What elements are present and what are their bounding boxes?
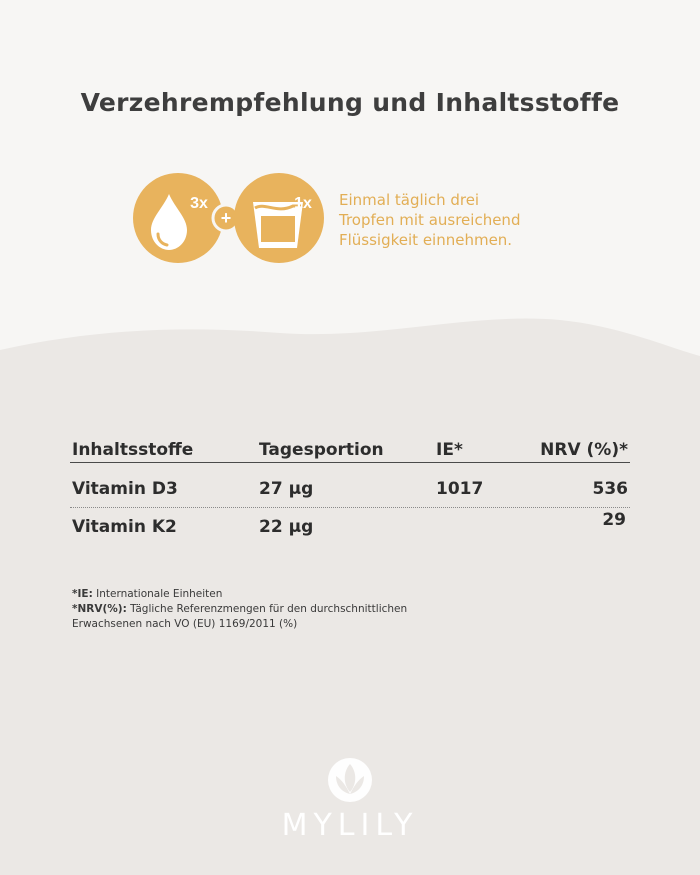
footnote-nrv-text: Tägliche Referenzmengen für den durchschnittlichen: [126, 603, 408, 615]
brand-name: MYLILY: [281, 808, 419, 843]
row-k2-dose: 22 µg: [259, 517, 314, 537]
header-daily-portion: Tagesportion: [259, 440, 384, 460]
footnote-ie-text: Internationale Einheiten: [92, 588, 223, 600]
header-divider: [70, 462, 630, 463]
header-ingredients: Inhaltsstoffe: [72, 440, 194, 460]
row-d3-nrv: 536: [592, 479, 628, 499]
plus-sign: +: [220, 208, 232, 228]
header-nrv: NRV (%)*: [540, 440, 628, 460]
drops-badge: 3x: [190, 195, 208, 212]
row-divider: [70, 507, 630, 508]
footnote-nrv-cont: Erwachsenen nach VO (EU) 1169/2011 (%): [72, 618, 298, 630]
footnote-ie: [72, 587, 472, 602]
row-k2-name: Vitamin K2: [72, 517, 177, 537]
usage-line-1: Einmal täglich drei: [339, 191, 480, 209]
row-d3-ie: 1017: [436, 479, 484, 499]
usage-line-2: Tropfen mit ausreichend: [339, 211, 521, 229]
row-d3-dose: 27 µg: [259, 479, 314, 499]
glass-badge: 1x: [294, 195, 312, 212]
footnote-nrv-label: *NRV(%):: [72, 603, 127, 615]
usage-icons: [133, 172, 333, 264]
usage-line-3: Flüssigkeit einnehmen.: [339, 231, 513, 249]
footnote-ie-label: *IE:: [72, 588, 93, 600]
footnote-nrv: [72, 602, 472, 617]
header-ie: IE*: [436, 440, 463, 460]
page-title: Verzehrempfehlung und Inhaltsstoffe: [80, 88, 620, 117]
row-k2-nrv: 29: [602, 510, 626, 530]
glass-icon: [234, 173, 324, 263]
usage-instructions: [339, 190, 569, 250]
row-d3-name: Vitamin D3: [72, 479, 178, 499]
water-drop-icon: [133, 173, 223, 263]
footnotes: [72, 587, 472, 632]
